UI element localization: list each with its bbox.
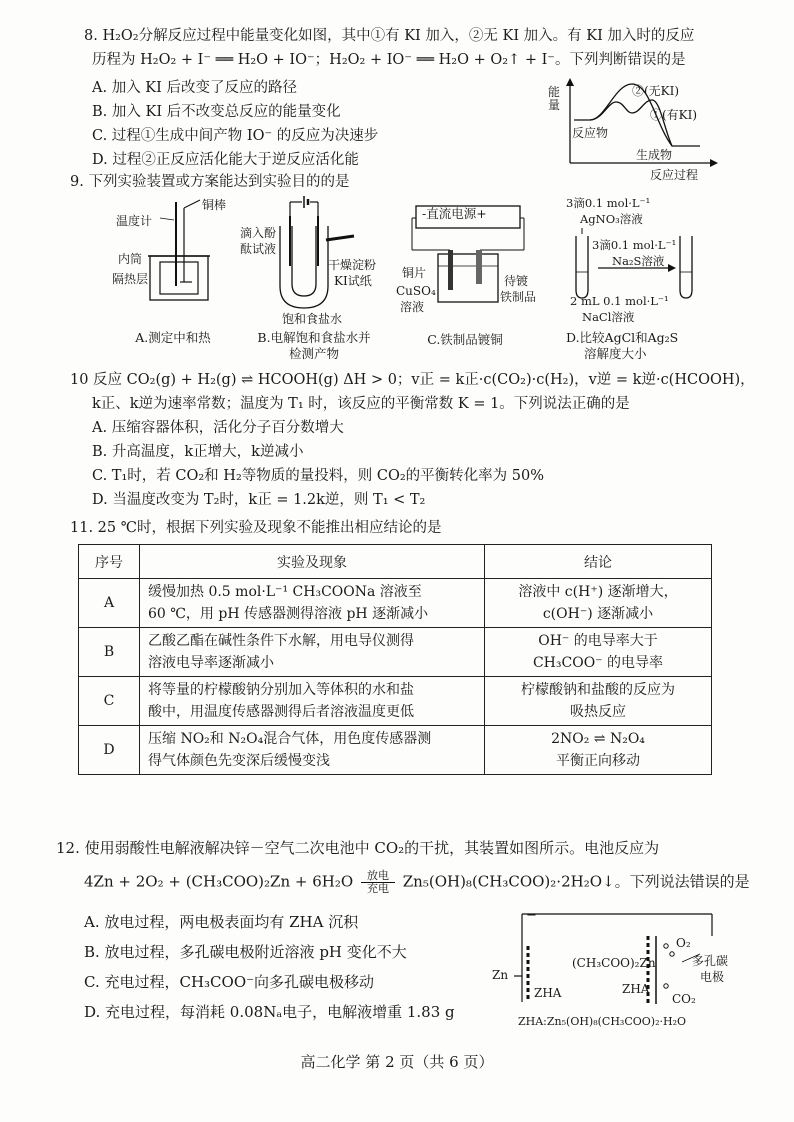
q11-row-conclusion-line: 2NO₂ ⇌ N₂O₄: [551, 731, 645, 747]
q8-option-a: A. 加入 KI 后改变了反应的路径: [92, 80, 297, 96]
q8-y-axis-label: 能量: [548, 85, 561, 112]
q12-fig-zha-right-label: ZHA: [622, 982, 650, 996]
q12-fig-note: ZHA:Zn₅(OH)₈(CH₃COO)₂·H₂O: [518, 1015, 687, 1028]
q10-option-a: A. 压缩容器体积，活化分子百分数增大: [92, 420, 344, 436]
q11-header-id: 序号: [79, 545, 140, 579]
q11-row-conclusion-line: OH⁻ 的电导率大于: [538, 633, 658, 649]
q11-row-conclusion: [485, 628, 712, 677]
q10-stem-line1: 10 反应 CO₂(g) + H₂(g) ⇌ HCOOH(g) ΔH > 0；v正 = k正·c(CO₂)·c(H₂)，v逆 = k逆·c(HCOOH)，: [70, 372, 755, 388]
q9-d-nacl-label2: NaCl溶液: [582, 310, 635, 324]
q8-curve2-label: ②(无KI): [632, 84, 680, 98]
q11-row-conclusion: [485, 579, 712, 628]
q8-x-axis-label: 反应过程: [650, 168, 699, 182]
q11-row-experiment-line: 缓慢加热 0.5 mol·L⁻¹ CH₃COONa 溶液至: [148, 584, 422, 600]
q11-row-conclusion-line: 平衡正向移动: [556, 753, 640, 769]
q9-c-copper-label: 铜片: [402, 266, 427, 280]
q11-row-experiment: [140, 726, 485, 775]
q11-row-id: D: [79, 726, 140, 775]
q9-d-caption2: 溶解度大小: [584, 346, 647, 361]
q11-row-experiment-line: 乙酸乙酯在碱性条件下水解，用电导仪测得: [148, 633, 414, 649]
q11-row-experiment-line: 得气体颜色先变深后缓慢变浅: [148, 753, 330, 769]
q11-row-conclusion-line: 柠檬酸钠和盐酸的反应为: [521, 682, 675, 698]
q9-b-paper-label2: KI试纸: [334, 274, 372, 288]
q9-b-caption1: B.电解饱和食盐水并: [257, 330, 371, 345]
table-row: [79, 677, 712, 726]
q9-c-item-label2: 铁制品: [500, 290, 537, 304]
q9-c-item-label1: 待镀: [504, 274, 529, 288]
q9-b-brine-label: 饱和食盐水: [282, 312, 343, 326]
q9-b-phenol-label2: 酞试液: [240, 242, 277, 256]
q12-option-d: D. 充电过程，每消耗 0.08Nₐ电子，电解液增重 1.83 g: [84, 1003, 455, 1021]
q9-a-caption: A.测定中和热: [135, 330, 211, 345]
q12-equation-left: 4Zn + 2O₂ + (CH₃COO)₂Zn + 6H₂O: [84, 872, 354, 891]
q12-option-c: C. 充电过程，CH₃COO⁻向多孔碳电极移动: [84, 973, 375, 991]
q9-d-na2s-label2: Na₂S溶液: [612, 254, 665, 268]
page-footer: 高二化学 第 2 页（共 6 页）: [300, 1053, 494, 1071]
q12-fig-zn-label: Zn: [492, 968, 509, 982]
q12-fig-o2-label: O₂: [676, 936, 691, 950]
q12-stem-line1: 12. 使用弱酸性电解液解决锌－空气二次电池中 CO₂的干扰，其装置如图所示。电池反应为: [56, 839, 660, 857]
q12-fig-co2-label: CO₂: [672, 992, 696, 1006]
q12-fig-zha-left-label: ZHA: [534, 986, 562, 1000]
q9-b-paper-label1: 干燥淀粉: [328, 258, 377, 272]
q8-stem-line1: 8. H₂O₂分解反应过程中能量变化如图，其中①有 KI 加入，②无 KI 加入。有 KI 加入时的反应: [84, 28, 695, 44]
q9-a-stirrer-label: 铜棒: [202, 198, 227, 212]
q11-row-experiment-line: 压缩 NO₂和 N₂O₄混合气体，用色度传感器测: [148, 731, 432, 747]
q10-option-c: C. T₁时，若 CO₂和 H₂等物质的量投料，则 CO₂的平衡转化率为 50%: [92, 468, 544, 484]
q9-stem: 9. 下列实验装置或方案能达到实验目的的是: [70, 174, 350, 190]
q11-row-conclusion-line: 溶液中 c(H⁺) 逐渐增大，: [518, 584, 678, 600]
q11-row-conclusion-line: CH₃COO⁻ 的电导率: [532, 655, 664, 671]
q9-d-caption1: D.比较AgCl和Ag₂S: [566, 330, 679, 345]
q8-stem-line2: 历程为 H₂O₂ + I⁻ ══ H₂O + IO⁻；H₂O₂ + IO⁻ ══ H₂O + O₂↑ + I⁻。下列判断错误的是: [92, 52, 686, 68]
q11-row-experiment: [140, 677, 485, 726]
q11-row-conclusion-line: 吸热反应: [570, 704, 626, 720]
q12-equation-discharge: 放电: [366, 869, 389, 882]
q9-c-cuso4-label1: CuSO₄: [396, 284, 436, 298]
q9-b-electrolysis: [268, 196, 368, 316]
q11-row-id: B: [79, 628, 140, 677]
q12-option-b: B. 放电过程，多孔碳电极附近溶液 pH 变化不大: [84, 943, 407, 961]
table-row: [79, 628, 712, 677]
q8-option-b: B. 加入 KI 后不改变总反应的能量变化: [92, 104, 341, 120]
q11-row-experiment: [140, 579, 485, 628]
q9-d-agno3-label1: 3滴0.1 mol·L⁻¹: [566, 196, 651, 210]
q8-product-label: 生成物: [636, 148, 673, 162]
q11-header-experiment: 实验及现象: [140, 545, 485, 579]
q12-equation-charge: 充电: [361, 882, 395, 895]
q9-a-thermometer-label: 温度计: [116, 214, 153, 228]
q12-fig-salt-label: (CH₃COO)₂Zn: [572, 956, 656, 970]
q8-option-d: D. 过程②正反应活化能大于逆反应活化能: [92, 152, 359, 168]
q10-stem-line2: k正、k逆为速率常数；温度为 T₁ 时，该反应的平衡常数 K = 1。下列说法正确的是: [92, 396, 630, 412]
table-row: [79, 579, 712, 628]
q12-fig-electrode-label2: 电极: [700, 970, 725, 984]
q10-option-b: B. 升高温度，k正增大，k逆减小: [92, 444, 304, 460]
q11-row-id: C: [79, 677, 140, 726]
q9-d-nacl-label1: 2 mL 0.1 mol·L⁻¹: [570, 294, 669, 308]
q12-equation: [84, 870, 750, 895]
q11-row-experiment-line: 将等量的柠檬酸钠分别加入等体积的水和盐: [148, 682, 414, 698]
q10-option-d: D. 当温度改变为 T₂时，k正 = 1.2k逆，则 T₁ < T₂: [92, 492, 426, 508]
q12-option-a: A. 放电过程，两电极表面均有 ZHA 沉积: [84, 913, 359, 931]
q8-curve1-label: ①(有KI): [650, 108, 698, 122]
q9-a-inner-label: 内筒: [118, 252, 143, 266]
q12-fig-electrode-label1: 多孔碳: [692, 954, 729, 968]
q11-stem: 11. 25 ℃时，根据下列实验及现象不能推出相应结论的是: [70, 520, 442, 536]
q11-row-experiment-line: 60 ℃，用 pH 传感器测得溶液 pH 逐渐减小: [148, 606, 429, 622]
q11-table-header: [79, 545, 712, 579]
q9-d-agno3-label2: AgNO₃溶液: [580, 212, 643, 226]
q11-header-conclusion: 结论: [485, 545, 712, 579]
q11-row-experiment-line: 溶液电导率逐渐减小: [148, 655, 274, 671]
q9-b-phenol-label1: 滴入酚: [240, 226, 277, 240]
q11-row-conclusion: [485, 726, 712, 775]
q11-table: [78, 544, 712, 775]
q8-reactant-label: 反应物: [572, 126, 609, 140]
q9-a-insulation-label: 隔热层: [112, 272, 149, 286]
q11-row-conclusion-line: c(OH⁻) 逐渐减小: [542, 606, 654, 622]
q11-row-id: A: [79, 579, 140, 628]
q8-option-c: C. 过程①生成中间产物 IO⁻ 的反应为决速步: [92, 128, 379, 144]
q11-row-experiment: [140, 628, 485, 677]
q9-c-cuso4-label2: 溶液: [400, 300, 425, 314]
q9-c-power-label: -直流电源+: [422, 206, 487, 221]
q9-d-na2s-label1: 3滴0.1 mol·L⁻¹: [592, 238, 677, 252]
q12-fig-minus-label: −: [526, 908, 537, 923]
q11-row-conclusion: [485, 677, 712, 726]
table-row: [79, 726, 712, 775]
q11-row-experiment-line: 酸中，用温度传感器测得后者溶液温度更低: [148, 704, 414, 720]
q12-equation-right: Zn₅(OH)₈(CH₃COO)₂·2H₂O↓。下列说法错误的是: [402, 872, 750, 891]
q12-equation-arrow: [361, 870, 395, 895]
q9-c-caption: C.铁制品镀铜: [427, 332, 503, 347]
q9-b-caption2: 检测产物: [288, 346, 339, 361]
